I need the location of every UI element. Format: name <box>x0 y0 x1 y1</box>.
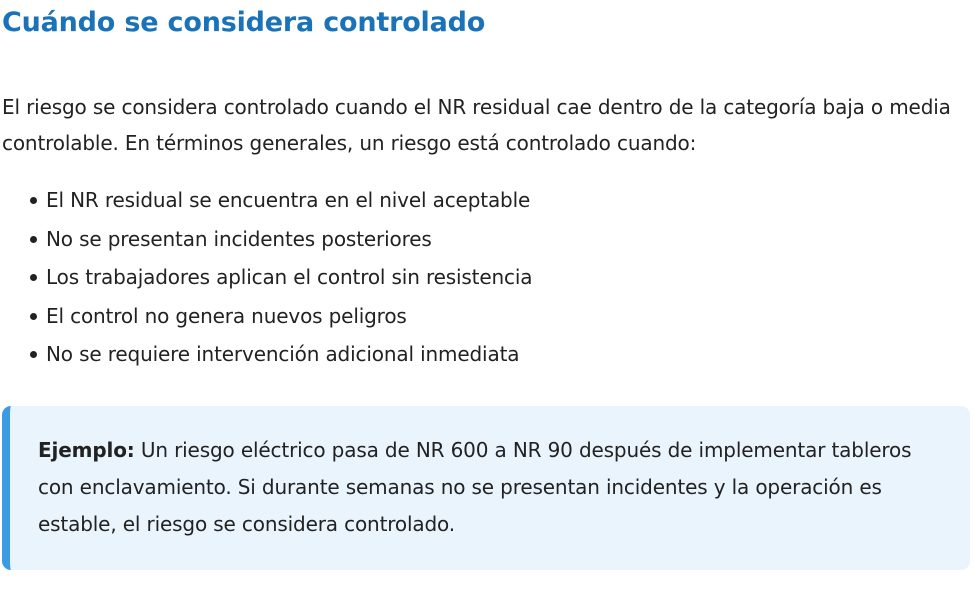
example-text: Un riesgo eléctrico pasa de NR 600 a NR 90 después de implementar tableros con enclavamiento. Si durante semanas no se presentan incidentes y la operación es estable, el riesgo se considera controlado. <box>38 438 912 536</box>
example-callout <box>2 406 970 570</box>
list-item-text: No se presentan incidentes posteriores <box>46 226 432 251</box>
criteria-list <box>2 181 970 374</box>
section-heading: Cuándo se considera controlado <box>2 7 486 38</box>
list-item-text: Los trabajadores aplican el control sin resistencia <box>46 265 533 289</box>
bullet-icon <box>30 236 37 243</box>
list-item <box>30 220 970 259</box>
example-label: Ejemplo: <box>38 438 135 462</box>
list-item <box>30 181 970 220</box>
list-item <box>30 297 970 336</box>
list-item-text: El NR residual se encuentra en el nivel aceptable <box>46 188 531 212</box>
list-item <box>30 335 970 374</box>
bullet-icon <box>30 197 37 204</box>
list-item <box>30 258 970 297</box>
example-paragraph <box>38 432 950 543</box>
bullet-icon <box>30 313 37 320</box>
bullet-icon <box>30 351 37 358</box>
intro-paragraph: El riesgo se considera controlado cuando el NR residual cae dentro de la categoría baja o media controlable. En términos generales, un riesgo está controlado cuando: <box>2 95 951 155</box>
list-item-text: El control no genera nuevos peligros <box>46 303 407 328</box>
list-item-text: No se requiere intervención adicional inmediata <box>46 342 520 366</box>
bullet-icon <box>30 274 37 281</box>
